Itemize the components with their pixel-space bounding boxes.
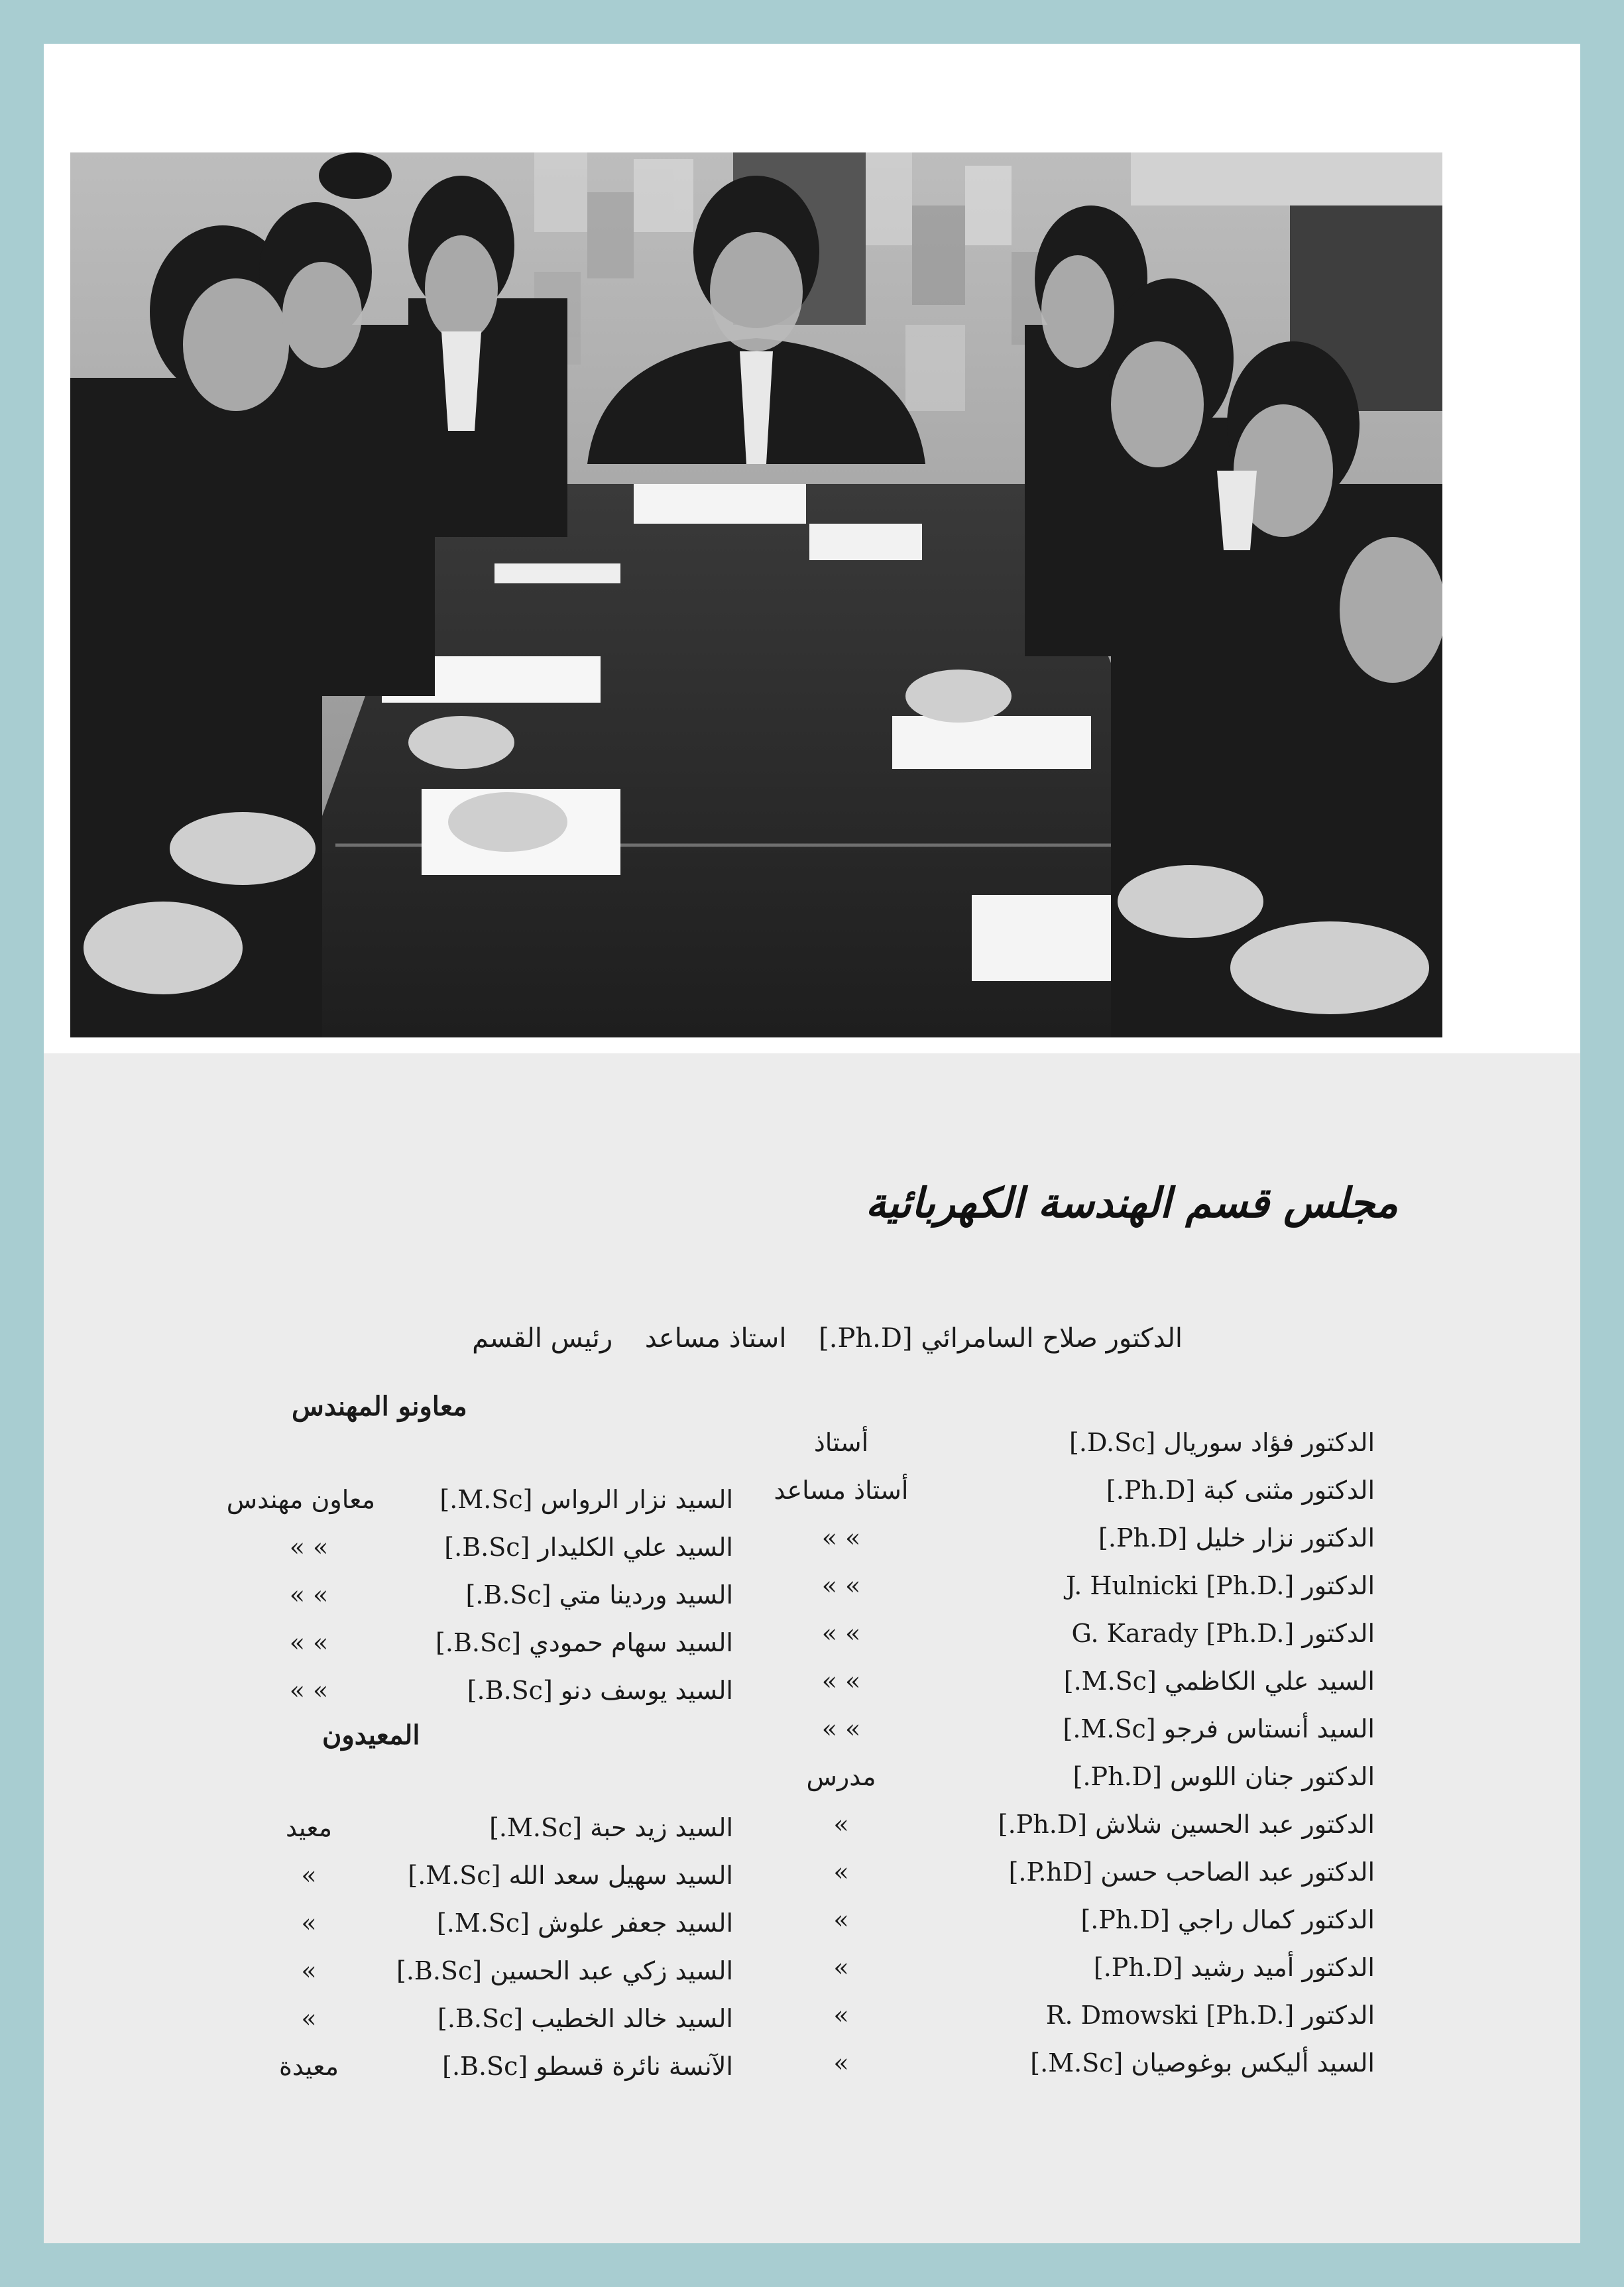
list-item: الدكتور أميد رشيد [Ph.D.] » [833,1953,1375,1982]
chair-name: الدكتور صلاح السامرائي [Ph.D.] [819,1323,1183,1354]
list-item: السيد نزار الرواس [M.Sc.] معاون مهندس [226,1485,733,1514]
list-item: الدكتور J. Hulnicki [Ph.D.] » » [821,1571,1375,1600]
demonstrators-heading: المعيدون [322,1720,420,1751]
list-item: السيد زكي عبد الحسين [B.Sc.] » [301,1956,733,1985]
document-page [44,44,1580,2243]
list-item: الدكتور جنان اللوس [Ph.D.] مدرس [806,1762,1375,1791]
list-item: السيد جعفر علوش [M.Sc.] » [301,1908,733,1938]
assistant-engineers-list [203,1476,733,1714]
list-item: السيد سهيل سعد الله [M.Sc.] » [301,1861,733,1890]
photo-band [44,44,1580,1053]
faculty-list [679,1419,1375,2087]
list-item: الدكتور فؤاد سوريال [D.Sc.] أستاذ [813,1428,1375,1457]
list-item: السيد يوسف دنو [B.Sc.] » » [289,1676,733,1705]
list-item: الدكتور عبد الحسين شلاش [Ph.D.] » [833,1810,1375,1839]
list-item: الدكتور مثنى كبة [Ph.D.] أستاذ مساعد [774,1476,1375,1505]
list-item: السيد علي الكاظمي [M.Sc.] » » [821,1667,1375,1696]
meeting-photo [70,152,1442,1037]
list-item: الدكتور كمال راجي [Ph.D.] » [833,1905,1375,1934]
chair-rank: استاذ مساعد [644,1323,787,1354]
chair-role: رئيس القسم [472,1323,613,1354]
meeting-photo-illustration [70,152,1442,1037]
list-item: السيد أنستاس فرجو [M.Sc.] » » [821,1714,1375,1743]
assistant-engineers-heading: معاونو المهندس [292,1391,467,1422]
department-chair-line [448,1323,1183,1354]
list-item: الدكتور نزار خليل [Ph.D.] » » [821,1523,1375,1553]
list-item: الدكتور R. Dmowski [Ph.D.] » [833,2001,1375,2030]
list-item: الدكتور عبد الصاحب حسن [P.hD.] » [833,1857,1375,1887]
list-item: السيد خالد الخطيب [B.Sc.] » [301,2004,733,2033]
list-item: السيد سهام حمودي [B.Sc.] » » [289,1628,733,1657]
list-item: السيد أليكس بوغوصيان [M.Sc.] » [833,2048,1375,2078]
list-item: الدكتور G. Karady [Ph.D.] » » [821,1619,1375,1648]
list-item: السيد وردينا متي [B.Sc.] » » [289,1580,733,1610]
list-item: السيد علي الكليدار [B.Sc.] » » [289,1533,733,1562]
demonstrators-list [203,1804,733,2090]
list-item: السيد زيد حبة [M.Sc.] معيد [285,1813,733,1842]
council-heading: مجلس قسم الهندسة الكهربائية [865,1179,1398,1227]
list-item: الآنسة نائرة قسطو [B.Sc.] معيدة [278,2052,733,2081]
